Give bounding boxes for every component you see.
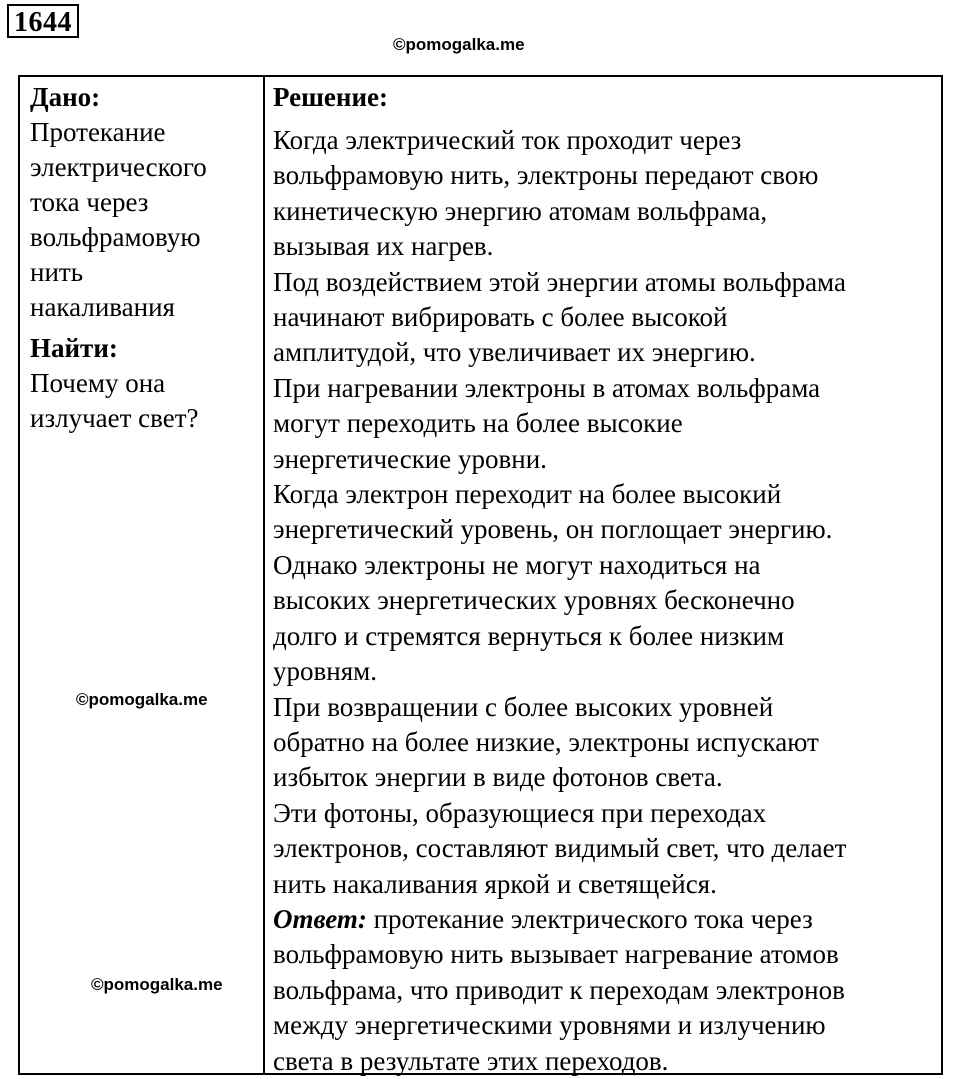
watermark-top: ©pomogalka.me xyxy=(393,35,525,54)
solution-paragraph: При нагревании электроны в атомах вольфрама могут переходить на более высокие энергетические уровни. xyxy=(273,372,821,474)
given-column xyxy=(30,77,258,436)
watermark-bottom: ©pomogalka.me xyxy=(91,975,223,994)
find-text: Почему она излучает свет? xyxy=(30,368,199,433)
solution-heading: Решение: xyxy=(273,82,388,112)
solution-paragraph: Когда электрический ток проходит через вольфрамовую нить, электроны передают свою кинетическую энергию атомам вольфрама, вызывая их нагрев. xyxy=(273,125,819,262)
given-text: Протекание электрического тока через вольфрамовую нить накаливания xyxy=(30,117,207,322)
problem-number: 1644 xyxy=(7,4,79,38)
task-table xyxy=(18,75,943,1075)
solution-paragraph: При возвращении с более высоких уровней обратно на более низкие, электроны испускают избыток энергии в виде фотонов света. xyxy=(273,691,819,793)
solution-paragraph: Эти фотоны, образующиеся при переходах электронов, составляют видимый свет, что делает нить накаливания яркой и светящейся. xyxy=(273,797,847,899)
answer-paragraph xyxy=(273,902,945,1079)
solution-body xyxy=(273,123,945,1079)
answer-label: Ответ: xyxy=(273,903,367,934)
solution-paragraph: Однако электроны не могут находиться на высоких энергетических уровнях бесконечно долго и стремятся вернуться к более низким уровням. xyxy=(273,549,795,687)
solution-paragraph: Под воздействием этой энергии атомы вольфрама начинают вибрировать с более высокой амплитудой, что увеличивает их энергию. xyxy=(273,266,846,368)
solution-column xyxy=(273,77,945,1079)
find-heading: Найти: xyxy=(30,333,118,363)
answer-text: протекание электрического тока через вольфрамовую нить вызывает нагревание атомов вольфрама, что приводит к переходам электронов между энергетическими уровнями и излучению света в результате этих переходов. xyxy=(273,903,845,1076)
watermark-middle: ©pomogalka.me xyxy=(76,690,208,709)
given-heading: Дано: xyxy=(30,82,101,112)
column-divider xyxy=(263,77,265,1073)
solution-paragraph: Когда электрон переходит на более высокий энергетический уровень, он поглощает энергию. xyxy=(273,479,833,545)
